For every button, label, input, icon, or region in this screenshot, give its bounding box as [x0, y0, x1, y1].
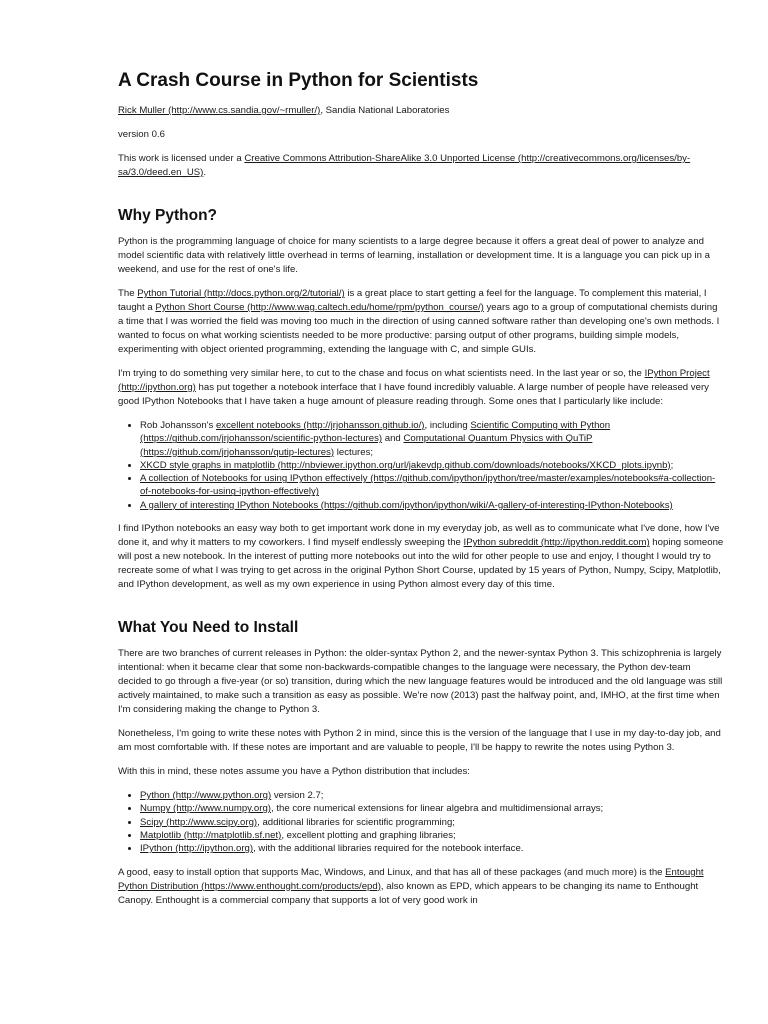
notebook-list — [118, 419, 724, 512]
list-item: • Numpy (http://www.numpy.org), the core numerical extensions for linear algebra and multidimensional arrays; — [140, 802, 724, 815]
why-paragraph-4: I find IPython notebooks an easy way both to get important work done in my everyday job, as well as to communicate what I've done, how I've done it, and why it matters to my coworkers. I find myself endlessly sweeping the IPython subreddit (http://ipython.reddit.com) hoping someone will post a new notebook. In the interest of putting more notebooks out into the wild for other people to use and enjoy, I thought I would try to recreate some of what I was trying to get across in the original Python Short Course, updated by 15 years of Python, Numpy, Scipy, Matplotlib, and IPython development, as well as my own experience in using Python almost every day of this time. — [118, 523, 724, 591]
ipython-subreddit-link[interactable]: IPython subreddit (http://ipython.reddit.com) — [463, 537, 650, 549]
enthought-link[interactable]: Entought Python Distribution (https://www.enthought.com/products/epd) — [118, 866, 704, 892]
python-tutorial-link[interactable]: Python Tutorial (http://docs.python.org/2/tutorial/) — [137, 288, 345, 299]
list-item: • Rob Johansson's excellent notebooks (http://jrjohansson.github.io/), including Scientific Computing with Python (https://github.com/jrjohansson/scientific-python-lectures) and Computational Quantum Physics with QuTiP (https://github.com/jrjohansson/qutip-lectures) lectures; — [140, 419, 724, 459]
install-paragraph-3: With this in mind, these notes assume you have a Python distribution that includes: — [118, 766, 470, 778]
why-paragraph-2: The Python Tutorial (http://docs.python.org/2/tutorial/) is a great place to start getting a feel for the language. To complement this material, I taught a Python Short Course (http://www.wag.caltech.edu/home/rpm/python_course/) years ago to a group of computational chemists during a time that I was worried the field was moving too much in the direction of using canned software rather than developing one's own methods. I wanted to focus on what working scientists needed to be more productive: parsing output of other programs, building simple models, experimenting with object oriented programming, extending the language with C, and simple GUIs. — [118, 288, 720, 355]
author-line — [118, 104, 724, 118]
install-paragraph-2: Nonetheless, I'm going to write these notes with Python 2 in mind, since this is the version of the language that I use in my day-to-day job, and am most comfortable with. If these notes are important and are valuable to people, I'll be happy to rewrite the notes using Python 3. — [118, 728, 721, 754]
license-link[interactable]: Creative Commons Attribution-ShareAlike 3.0 Unported License (http://creativecommons.org/licenses/by-sa/3.0/deed.en_US) — [118, 153, 691, 178]
python-short-course-link[interactable]: Python Short Course (http://www.wag.caltech.edu/home/rpm/python_course/) — [155, 302, 484, 313]
install-paragraph-1: There are two branches of current releases in Python: the older-syntax Python 2, and the newer-syntax Python 3. This schizophrenia is largely intentional: when it became clear that some non-backwards-compatible changes to the language were necessary, the Python dev-team decided to go through a five-year (or so) transition, during which the new language features would be introduced and the old language was still actively maintained, to make such a transition as easy as possible. We're now (2013) past the halfway point, and, IMHO, at the first time when I'm considering making the change to Python 3. — [118, 648, 723, 716]
page-title: A Crash Course in Python for Scientists — [118, 70, 479, 91]
numpy-link[interactable]: Numpy (http://www.numpy.org) — [140, 803, 271, 815]
why-paragraph-1: Python is the programming language of choice for many scientists to a large degree because it offers a great deal of power to analyze and model scientific data with relatively little overhead in terms of learning, installation or development time. It is a language you can pick up in a weekend, and use for the rest of one's life. — [118, 236, 710, 275]
ipython-link[interactable]: IPython (http://ipython.org) — [140, 843, 254, 855]
ipython-project-link[interactable]: IPython Project (http://ipython.org) — [118, 368, 710, 393]
version-text: version 0.6 — [118, 129, 165, 140]
notebook-collection-link[interactable]: A collection of Notebooks for using IPython effectively (https://github.com/ipython/ipython/tree/master/examples/notebooks#a-collection-of-notebooks-for-using-ipython-effectively) — [140, 473, 716, 498]
section-what-to-install — [118, 619, 724, 907]
xkcd-graphs-link[interactable]: XKCD style graphs in matplotlib (http://nbviewer.ipython.org/url/jakevdp.github.com/downloads/notebooks/XKCD_plots.ipynb) — [140, 459, 671, 471]
license-paragraph: This work is licensed under a Creative Commons Attribution-ShareAlike 3.0 Unported License (http://creativecommons.org/licenses/by-sa/3.0/deed.en_US). — [118, 153, 691, 178]
list-item: • IPython (http://ipython.org), with the additional libraries required for the notebook interface. — [140, 842, 724, 855]
why-paragraph-3: I'm trying to do something very similar here, to cut to the chase and focus on what scientists need. In the last year or so, the IPython Project (http://ipython.org) has put together a notebook interface that I have found incredibly valuable. A large number of people have released very good IPython Notebooks that I have taken a huge amount of pleasure reading through. Some ones that I particularly like include: — [118, 368, 710, 407]
scientific-computing-link[interactable]: Scientific Computing with Python (https://github.com/jrjohansson/scientific-python-lectures) — [140, 420, 611, 445]
list-item — [140, 472, 724, 499]
requirements-list — [118, 789, 724, 855]
list-item — [140, 499, 724, 512]
qutip-link[interactable]: Computational Quantum Physics with QuTiP (https://github.com/jrjohansson/qutip-lectures) — [140, 433, 593, 458]
section-why-python — [118, 207, 724, 592]
list-item: • XKCD style graphs in matplotlib (http://nbviewer.ipython.org/url/jakevdp.github.com/downloads/notebooks/XKCD_plots.ipynb); — [140, 459, 724, 472]
list-item: • Matplotlib (http://matplotlib.sf.net), excellent plotting and graphing libraries; — [140, 829, 724, 842]
list-item: • Python (http://www.python.org) version 2.7; — [140, 789, 724, 802]
install-paragraph-4: A good, easy to install option that supports Mac, Windows, and Linux, and that has all of these packages (and much more) is the Entought Python Distribution (https://www.enthought.com/products/epd), also known as EPD, which appears to be changing its name to Enthought Canopy. Enthought is a commercial company that supports a lot of very good work in — [118, 866, 704, 906]
notebook-gallery-link[interactable]: A gallery of interesting IPython Notebooks (https://github.com/ipython/ipython/wiki/A-gallery-of-interesting-IPython-Notebooks) — [140, 499, 673, 511]
heading-what-to-install: What You Need to Install — [118, 619, 299, 637]
author-affiliation: , Sandia National Laboratories — [320, 105, 450, 116]
list-item: • Scipy (http://www.scipy.org), additional libraries for scientific programming; — [140, 816, 724, 829]
scipy-link[interactable]: Scipy (http://www.scipy.org) — [140, 816, 258, 828]
author-link[interactable]: Rick Muller (http://www.cs.sandia.gov/~rmuller/) — [118, 105, 321, 116]
heading-why-python: Why Python? — [118, 207, 218, 224]
matplotlib-link[interactable]: Matplotlib (http://matplotlib.sf.net) — [140, 829, 282, 841]
python-link[interactable]: Python (http://www.python.org) — [140, 790, 272, 802]
excellent-notebooks-link[interactable]: excellent notebooks (http://jrjohansson.github.io/) — [215, 420, 425, 431]
